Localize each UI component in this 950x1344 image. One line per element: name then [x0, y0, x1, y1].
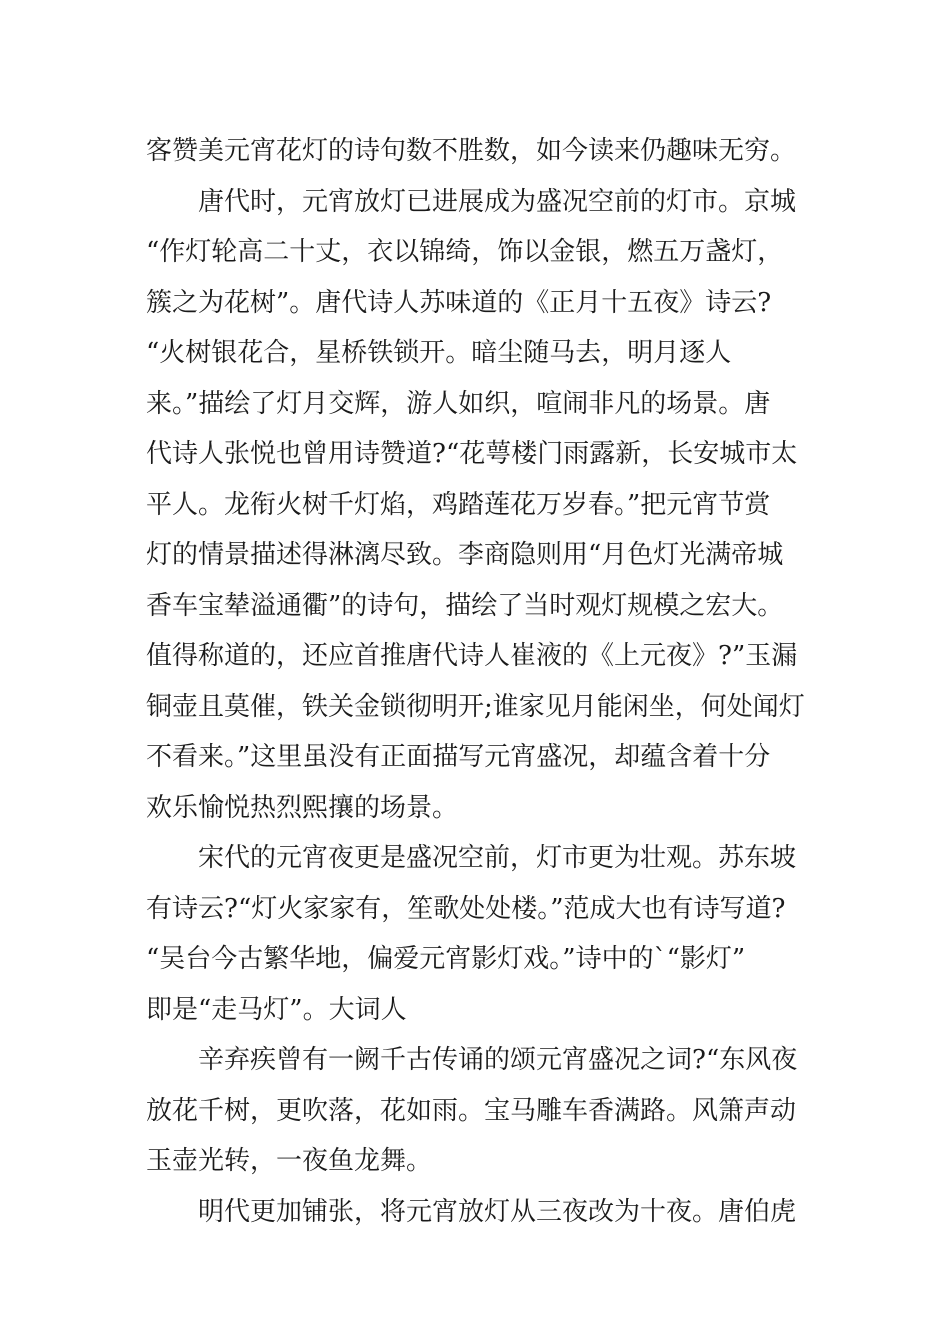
text-line-3: “作灯轮高二十丈，衣以锦绮，饰以金银，燃五万盏灯，	[146, 237, 784, 267]
text-line-6: 来。”描绘了灯月交辉，游人如织，喧闹非凡的场景。唐	[146, 388, 771, 419]
text-line-13: 不看来。”这里虽没有正面描写元宵盛况，却蕴含着十分	[146, 742, 771, 772]
text-line-5: “火树银花合，星桥铁锁开。暗尘随马去，明月逐人	[146, 338, 732, 368]
text-line-17: “吴台今古繁华地，偏爱元宵影灯戏。”诗中的`“影灯”	[146, 944, 746, 974]
text-line-19: 辛弃疾曾有一阙千古传诵的颂元宵盛况之词?“东风夜	[198, 1045, 798, 1075]
text-line-11: 值得称道的，还应首推唐代诗人崔液的《上元夜》?”玉漏	[146, 641, 798, 671]
text-line-10: 香车宝辇溢通衢”的诗句，描绘了当时观灯规模之宏大。	[146, 590, 784, 621]
text-line-22: 明代更加铺张，将元宵放灯从三夜改为十夜。唐伯虎	[198, 1196, 797, 1227]
text-line-4: 簇之为花树”。唐代诗人苏味道的《正月十五夜》诗云?	[146, 287, 772, 318]
text-line-7: 代诗人张悦也曾用诗赞道?“花萼楼门雨露新，长安城市太	[146, 439, 798, 469]
text-line-14: 欢乐愉悦热烈熙攘的场景。	[146, 792, 459, 823]
text-line-8: 平人。龙衔火树千灯焰，鸡踏莲花万岁春。”把元宵节赏	[146, 489, 771, 520]
text-line-1: 客赞美元宵花灯的诗句数不胜数，如今读来仍趣味无穷。	[146, 136, 797, 166]
text-line-15: 宋代的元宵夜更是盛况空前，灯市更为壮观。苏东坡	[198, 843, 797, 873]
text-line-12: 铜壶且莫催，铁关金锁彻明开;谁家见月能闲坐，何处闻灯	[146, 691, 805, 722]
text-line-21: 玉壶光转，一夜鱼龙舞。	[146, 1146, 433, 1176]
text-line-16: 有诗云?“灯火家家有，笙歌处处楼。”范成大也有诗写道?	[146, 893, 786, 924]
body-text	[146, 126, 826, 1237]
text-line-9: 灯的情景描述得淋漓尽致。李商隐则用“月色灯光满帝城	[146, 540, 784, 570]
text-line-18: 即是“走马灯”。大词人	[146, 994, 407, 1025]
text-line-20: 放花千树，更吹落，花如雨。宝马雕车香满路。风箫声动	[146, 1095, 797, 1126]
text-line-2: 唐代时，元宵放灯已进展成为盛况空前的灯市。京城	[198, 186, 797, 217]
